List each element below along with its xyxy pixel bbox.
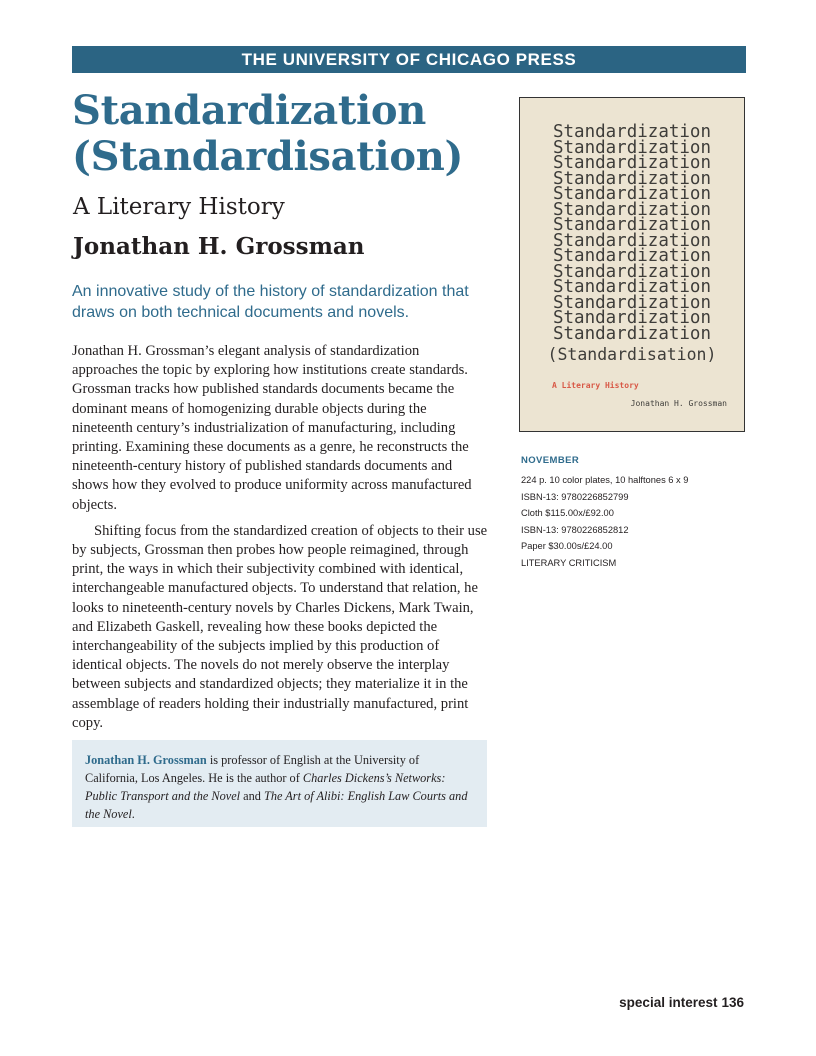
- publication-month: NOVEMBER: [521, 455, 580, 466]
- cover-title-last-line: (Standardisation): [547, 345, 717, 364]
- subject-category: LITERARY CRITICISM: [521, 557, 617, 568]
- book-title: [72, 88, 512, 180]
- page-count: 224 p. 10 color plates, 10 halftones 6 x 9: [521, 475, 689, 485]
- cover-title-line: Standardization: [552, 308, 712, 328]
- cover-title-line: Standardization: [552, 184, 712, 204]
- cover-title-line: Standardization: [552, 323, 712, 344]
- description-paragraph-2: Shifting focus from the standardized creation of objects to their use by subjects, Grossman then probes how people reimagined, through print, the ways in which their subjectivity combined with identical, interchangeable manufactured objects. To understand that relation, he looks to nineteenth-century novels by Charles Dickens, Mark Twain, and Elizabeth Gaskell, revealing how these books depicted the interchangeability of the subjects implied by this production of identical objects. The novels do not merely observe the interplay between subjects and standardized objects; they materialize it in the assemblage of readers holding their industrially manufactured, print copy.: [72, 522, 488, 731]
- cover-title-line: Standardization: [552, 215, 712, 235]
- cover-title-line: Standardization: [552, 292, 712, 313]
- isbn-paper: ISBN-13: 9780226852812: [521, 524, 629, 535]
- book-subtitle: A Literary History: [73, 194, 285, 220]
- book-author: Jonathan H. Grossman: [73, 233, 365, 260]
- bio-author-name: Jonathan H. Grossman: [85, 753, 207, 767]
- cover-title-line: Standardization: [552, 277, 712, 297]
- book-details: [521, 455, 688, 572]
- cover-subtitle: A Literary History: [552, 381, 639, 390]
- isbn-cloth: ISBN-13: 9780226852799: [521, 491, 629, 502]
- cover-title-line: Standardization: [552, 168, 712, 189]
- page-number: 136: [721, 995, 744, 1010]
- cover-title-line: Standardization: [552, 261, 712, 282]
- cover-title-line: Standardization: [552, 230, 712, 251]
- publisher-banner: THE UNIVERSITY OF CHICAGO PRESS: [72, 46, 746, 73]
- cover-title-line: Standardization: [552, 153, 712, 173]
- cover-title-line: Standardization: [552, 122, 712, 142]
- description: [72, 342, 488, 733]
- footer-section: special interest: [619, 995, 718, 1010]
- cloth-price: Cloth $115.00x/£92.00: [521, 508, 614, 519]
- description-paragraph-1: Jonathan H. Grossman’s elegant analysis of standardization approaches the topic by exploring how institutions create standards. Grossman tracks how published standards documents became the dominant means of homogenizing durable objects during the nineteenth century’s industrialization of manufacturing, including printing. Examining these documents as a genre, he reconstructs the nineteenth-century history of published standards documents and shows how they evolved to produce uniformity across manufactured objects.: [72, 343, 472, 513]
- page-footer: [619, 995, 744, 1010]
- book-tagline: An innovative study of the history of standardization that draws on both technical documents and novels.: [72, 283, 469, 321]
- cover-title-line: Standardization: [552, 137, 712, 158]
- title-line-2: (Standardisation): [72, 133, 464, 180]
- title-line-1: Standardization: [72, 87, 427, 134]
- cover-title-line: Standardization: [552, 199, 712, 220]
- bio-text: and: [240, 789, 264, 803]
- bio-text: is professor of English at the University of California, Los Angeles. He is the author of: [85, 753, 420, 785]
- bio-book-1: Charles Dickens’s Networks: Public Transport and the Novel: [85, 771, 446, 803]
- paper-price: Paper $30.00s/£24.00: [521, 541, 613, 552]
- bio-book-2: The Art of Alibi: English Law Courts and the Novel: [85, 789, 468, 821]
- cover-title-line: Standardization: [552, 246, 712, 266]
- book-cover-image: [519, 97, 745, 432]
- cover-author: Jonathan H. Grossman: [630, 399, 727, 408]
- author-bio-box: [72, 740, 487, 827]
- bio-text: .: [131, 807, 135, 821]
